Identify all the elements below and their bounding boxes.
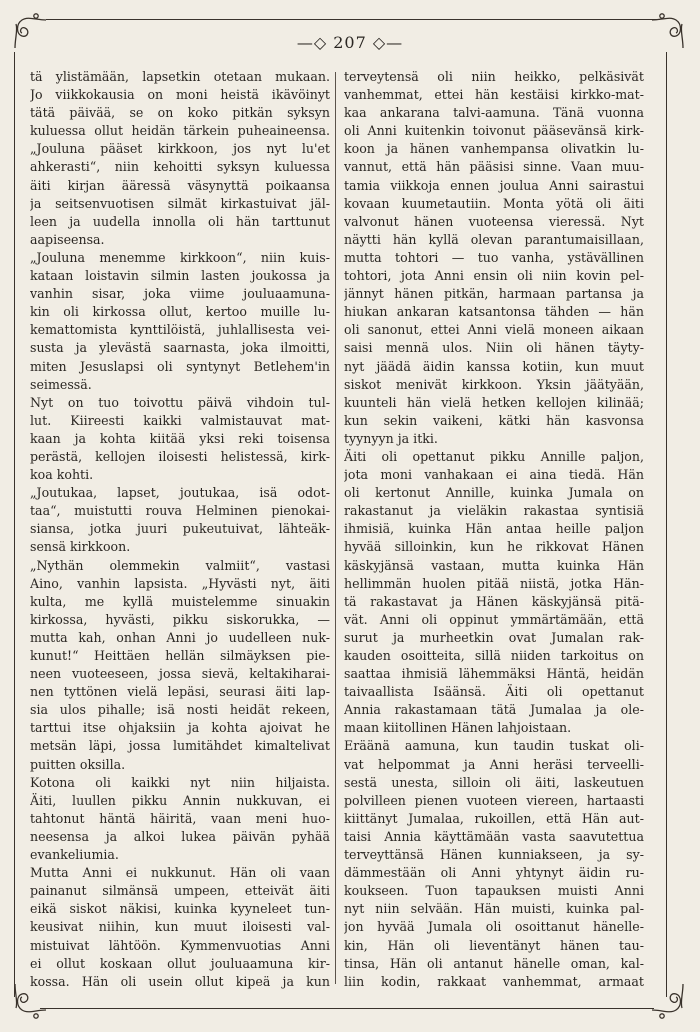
text-line: rakastanut ja vieläkin rakastaa syntisiä — [344, 503, 644, 519]
text-line: oli sanonut, ettei Anni vielä moneen aikaan — [344, 322, 644, 338]
text-line: lut. Kiireesti kaikki valmistauvat mat- — [30, 412, 330, 428]
corner-ornament-bottom-right-icon — [648, 982, 692, 1026]
text-line: sestä unesta, silloin oli äiti, laskeutuen — [344, 774, 644, 790]
text-line: nyt jäädä äidin kanssa kotiin, kun muut — [344, 358, 644, 374]
text-line: kaa ankarana talvi-aamuna. Tänä vuonna — [344, 105, 644, 121]
text-line: kaan ja kohta kiitää yksi reki toisensa — [30, 430, 330, 446]
text-line: kovaan kuumetautiin. Monta yötä oli äiti — [344, 195, 644, 211]
text-line: Aino, vanhin lapsista. „Hyvästi nyt, äiti — [30, 575, 330, 591]
text-line: vät. Anni oli oppinut ymmärtämään, että — [344, 611, 644, 627]
text-line: vanhemmat, ettei hän kestäisi kirkko-mat- — [344, 87, 644, 103]
frame-top-rule — [46, 19, 660, 20]
text-line: sensä kirkkoon. — [30, 539, 131, 555]
text-line: kin, Hän oli lieventänyt hänen tau- — [344, 937, 644, 953]
frame-bottom-rule — [40, 1008, 654, 1009]
text-line: aapiseensa. — [30, 231, 105, 247]
text-line: eikä siskot näkisi, kuinka kyyneleet tun- — [30, 901, 330, 917]
text-line: neen vuoteeseen, jossa sievä, keltakiharai- — [30, 666, 330, 682]
text-line: maan kiitollinen Hänen lahjoistaan. — [344, 720, 572, 736]
text-line: leen ja uudella innolla oli hän tarttunut — [30, 213, 330, 229]
text-line: ja seitsenvuotisen silmät kirkastuivat jäl- — [30, 195, 330, 211]
frame-left-rule — [14, 52, 15, 997]
text-line: kemattomista kynttilöistä, juhlallisesta vei- — [30, 322, 330, 338]
text-line: polvilleen pienen vuoteen viereen, hartaasti — [344, 792, 644, 808]
text-line: nen tyttönen vielä lepäsi, seurasi äiti lap- — [30, 684, 330, 700]
text-line: dämmestään oli Anni yhtynyt äidin ru- — [344, 865, 644, 881]
text-line: miten Jesuslapsi oli syntynyt Betlehem'in — [30, 358, 330, 374]
text-line: koon ja hänen vanhempansa olivatkin lu- — [344, 141, 644, 157]
text-line: tarttui itse ohjaksiin ja kohta ajoivat he — [30, 720, 330, 736]
text-line: oli Anni kuitenkin toivonut pääsevänsä kirk- — [344, 123, 644, 139]
text-line: perästä, kellojen iloisesti helistessä, kirk- — [30, 448, 330, 464]
page-number-header: —◇ 207 ◇— — [296, 33, 404, 52]
text-line: siansa, jotka juuri pukeutuivat, lähteäk- — [30, 521, 330, 537]
text-line: näytti hän kyllä olevan parantumaisillaan, — [344, 231, 644, 247]
text-line: jota moni vanhakaan ei aina tiedä. Hän — [344, 467, 644, 483]
text-line: vat helpommat ja Anni heräsi terveelli- — [344, 756, 644, 772]
text-line: tä rakastavat ja Hänen käskyjänsä pitä- — [344, 593, 644, 609]
text-line: „Joutukaa, lapset, joutukaa, isä odot- — [30, 485, 330, 501]
text-line: ihmisiä, kuinka Hän antaa heille paljon — [344, 521, 644, 537]
text-line: taisi Annia käyttämään vasta saavutettua — [344, 828, 644, 844]
text-line: tyynyyn ja itki. — [344, 430, 438, 446]
text-line: metsän läpi, jossa lumitähdet kimaltelivat — [30, 738, 330, 754]
text-line: kin oli kirkossa ollut, kertoo muille lu- — [30, 304, 330, 320]
text-line: evankeliumia. — [30, 847, 119, 863]
text-line: kun sekin vaikeni, kätki hän kasvonsa — [344, 412, 644, 428]
text-line: valvonut hänen vuoteensa vieressä. Nyt — [344, 213, 644, 229]
text-line: kuunteli hän vielä hetken kellojen kilinää; — [344, 394, 644, 410]
text-line: mutta kah, onhan Anni jo uudelleen nuk- — [30, 629, 330, 645]
text-line: tä ylistämään, lapsetkin otetaan mukaan. — [30, 69, 330, 84]
text-line: mutta tohtori — tuo vanha, ystävällinen — [344, 249, 644, 265]
text-line: kossa. Hän oli usein ollut kipeä ja kun — [30, 973, 330, 989]
text-line: kuluessa ollut heidän tärkein puheaineensa. — [30, 123, 330, 139]
text-line: koa kohti. — [30, 467, 94, 483]
text-line: „Nythän olemmekin valmiit“, vastasi — [30, 557, 330, 573]
text-line: tamia viikkoja ennen joulua Anni sairastui — [344, 177, 644, 193]
text-line: terveytensä oli niin heikko, pelkäsivät — [344, 69, 644, 84]
text-line: siskot menivät kirkkoon. Yksin jäätyään, — [344, 376, 644, 392]
text-line: tätä päivää, se on koko pitkän syksyn — [30, 105, 330, 121]
text-line: Jo viikkokausia on moni heistä ikävöinyt — [30, 87, 330, 103]
text-line: hiukan ankaran katsantonsa tähden — hän — [344, 304, 644, 320]
text-line: kirkossa, hyvästi, pikku siskorukka, — — [30, 611, 330, 627]
text-line: kulta, me kyllä muistelemme sinuakin — [30, 593, 330, 609]
text-line: saisi mennä ulos. Niin oli hänen täyty- — [344, 340, 644, 356]
text-line: mistuivat lähtöön. Kymmenvuotias Anni — [30, 937, 330, 953]
right-text-column — [344, 68, 644, 991]
left-text-column — [30, 68, 330, 991]
text-line: vannut, että hän pääsisi sinne. Vaan muu- — [344, 159, 644, 175]
text-line: jännyt hänen pitkän, harmaan partansa ja — [344, 286, 644, 302]
text-line: sia ulos pihalle; isä nosti heidät rekeen, — [30, 702, 330, 718]
text-line: taa“, muistutti rouva Helminen pienokai- — [30, 503, 330, 519]
text-line: hyvää silloinkin, kun he rikkovat Hänen — [344, 539, 644, 555]
text-line: saattaa ihmisiä lähemmäksi Häntä, heidän — [344, 666, 644, 682]
text-line: vanhin sisar, joka viime jouluaamuna- — [30, 286, 330, 302]
text-line: Eräänä aamuna, kun taudin tuskat oli- — [344, 738, 644, 754]
text-line: Nyt on tuo toivottu päivä vihdoin tul- — [30, 394, 330, 410]
frame-right-rule — [666, 52, 667, 997]
text-line: käskyjänsä vastaan, mutta kuinka Hän — [344, 557, 644, 573]
text-line: kauden osoitteita, sillä niiden tarkoitus on — [344, 648, 644, 663]
text-line: painanut silmänsä umpeen, etteivät äiti — [30, 883, 330, 899]
text-line: Äiti oli opettanut pikku Annille paljon, — [344, 448, 644, 464]
text-line: tinsa, Hän oli antanut hänelle oman, kal- — [344, 955, 644, 971]
text-line: oli kertonut Annille, kuinka Jumala on — [344, 485, 644, 501]
text-line: kataan loistavin silmin lasten joukossa ja — [30, 268, 330, 284]
text-line: tohtori, jota Anni ensin oli niin kovin pel- — [344, 268, 644, 284]
text-line: puitten oksilla. — [30, 756, 126, 772]
column-divider — [335, 72, 336, 984]
text-line: nyt niin selvään. Hän muisti, kuinka pal- — [344, 901, 644, 917]
text-line: susta ja ylevästä saarnasta, joka ilmoitti, — [30, 340, 330, 356]
text-line: kiittänyt Jumalaa, rukoillen, että Hän aut- — [344, 810, 644, 826]
text-line: keusivat niihin, kun muut iloisesti val- — [30, 919, 330, 935]
text-line: hellimmän huolen pitää niistä, jotka Hän- — [344, 575, 644, 591]
text-line: kunut!“ Heittäen hellän silmäyksen pie- — [30, 648, 330, 663]
text-line: taivaallista Isäänsä. Äiti oli opettanut — [344, 684, 644, 700]
text-line: Kotona oli kaikki nyt niin hiljaista. — [30, 774, 330, 790]
text-line: liin kodin, rakkaat vanhemmat, armaat — [344, 973, 644, 989]
text-line: äiti kirjan ääressä väsynyttä poikaansa — [30, 177, 330, 193]
text-line: Mutta Anni ei nukkunut. Hän oli vaan — [30, 865, 330, 881]
text-line: neesensa ja alkoi lukea päivän pyhää — [30, 828, 330, 844]
text-line: ei ollut koskaan ollut jouluaamuna kir- — [30, 955, 330, 971]
text-line: ahkerasti“, niin kehoitti syksyn kuluessa — [30, 159, 330, 175]
text-line: „Jouluna pääset kirkkoon, jos nyt lu'et — [30, 141, 330, 157]
text-line: koukseen. Tuon tapauksen muisti Anni — [344, 883, 644, 899]
text-line: terveyttänsä Hänen kunniakseen, ja sy- — [344, 847, 644, 863]
text-line: surut ja murheetkin ovat Jumalan rak- — [344, 629, 644, 645]
text-line: jon hyvää Jumala oli osoittanut hänelle- — [344, 919, 644, 935]
text-line: tahtonut häntä häiritä, vaan meni huo- — [30, 810, 330, 826]
text-line: Äiti, luullen pikku Annin nukkuvan, ei — [30, 792, 330, 808]
text-line: „Jouluna menemme kirkkoon“, niin kuis- — [30, 249, 330, 265]
text-line: Annia rakastamaan tätä Jumalaa ja ole- — [344, 702, 644, 718]
text-line: seimessä. — [30, 376, 92, 392]
